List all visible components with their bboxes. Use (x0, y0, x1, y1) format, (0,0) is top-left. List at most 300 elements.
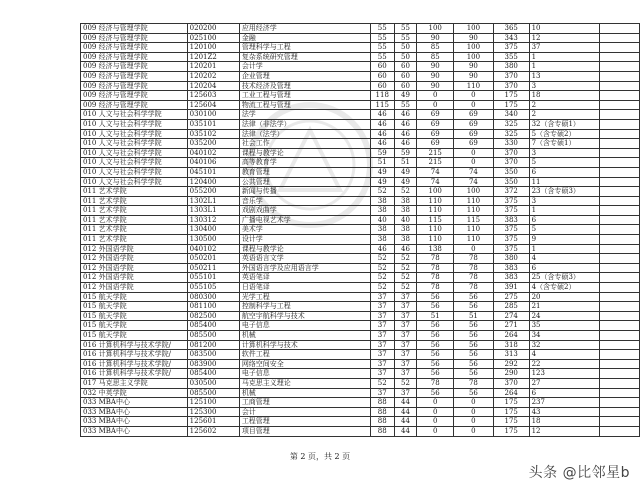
table-cell: 125601 (187, 417, 239, 427)
table-cell: 企业管理 (239, 71, 370, 81)
table-cell: 120100 (187, 43, 239, 53)
table-cell: 51 (370, 158, 394, 168)
table-cell: 4 (529, 350, 600, 360)
table-cell: 365 (493, 24, 529, 34)
table-cell: 055200 (187, 187, 239, 197)
table-cell: 37 (394, 311, 417, 321)
table-cell: 012 外国语学院 (81, 263, 188, 273)
table-cell: 100 (454, 43, 494, 53)
table-cell: 1 (529, 62, 600, 72)
table-cell: 0 (454, 407, 494, 417)
table-cell: 49 (394, 177, 417, 187)
table-cell: 120202 (187, 71, 239, 81)
table-cell: 015 航天学院 (81, 292, 188, 302)
table-cell: 010 人文与社会科学学院 (81, 158, 188, 168)
table-cell: 60 (394, 81, 417, 91)
table-row (81, 119, 640, 129)
table-cell: 3 (529, 81, 600, 91)
table-cell (600, 206, 640, 216)
table-row (81, 350, 640, 360)
table-cell: 49 (394, 91, 417, 101)
table-cell: 375 (493, 244, 529, 254)
table-cell (600, 398, 640, 408)
table-cell: 法律（法学） (239, 129, 370, 139)
table-row (81, 292, 640, 302)
table-cell: 44 (394, 426, 417, 436)
table-cell: 60 (394, 62, 417, 72)
table-cell: 音乐学 (239, 196, 370, 206)
table-cell: 010 人文与社会科学学院 (81, 167, 188, 177)
table-cell: 44 (394, 398, 417, 408)
table-cell: 370 (493, 378, 529, 388)
table-cell: 110 (454, 235, 494, 245)
table-cell: 56 (417, 340, 454, 350)
table-cell: 016 计算机科学与技术学院/ (81, 359, 188, 369)
table-cell: 016 计算机科学与技术学院/ (81, 369, 188, 379)
table-cell: 32（含专硕1） (529, 119, 600, 129)
table-cell (600, 244, 640, 254)
table-cell: 081100 (187, 302, 239, 312)
table-cell: 033 MBA中心 (81, 398, 188, 408)
table-row (81, 139, 640, 149)
table-cell: 035101 (187, 119, 239, 129)
table-cell: 46 (394, 119, 417, 129)
table-cell: 56 (417, 331, 454, 341)
table-cell: 物流工程与管理 (239, 100, 370, 110)
table-cell: 011 艺术学院 (81, 196, 188, 206)
table-cell: 009 经济与管理学院 (81, 52, 188, 62)
table-cell: 370 (493, 158, 529, 168)
table-cell: 新闻与传播 (239, 187, 370, 197)
table-cell (600, 378, 640, 388)
table-cell: 88 (370, 407, 394, 417)
table-row (81, 71, 640, 81)
table-cell: 6 (529, 167, 600, 177)
table-cell: 017 马克思主义学院 (81, 378, 188, 388)
table-cell: 0 (454, 100, 494, 110)
table-row (81, 62, 640, 72)
table-cell: 035102 (187, 129, 239, 139)
table-cell: 日语笔译 (239, 283, 370, 293)
table-cell: 275 (493, 292, 529, 302)
table-cell: 50 (394, 52, 417, 62)
table-cell: 1302L1 (187, 196, 239, 206)
table-cell: 375 (493, 235, 529, 245)
table-cell: 外国语言学及应用语言学 (239, 263, 370, 273)
table-cell: 175 (493, 100, 529, 110)
table-cell: 24 (529, 311, 600, 321)
table-row (81, 263, 640, 273)
table-cell: 37 (529, 43, 600, 53)
table-cell (600, 196, 640, 206)
table-row (81, 100, 640, 110)
table-cell: 34 (529, 331, 600, 341)
table-cell: 56 (454, 359, 494, 369)
table-cell: 175 (493, 398, 529, 408)
table-cell: 11 (529, 177, 600, 187)
table-cell: 033 MBA中心 (81, 407, 188, 417)
table-cell: 009 经济与管理学院 (81, 91, 188, 101)
table-cell: 045101 (187, 167, 239, 177)
table-row (81, 24, 640, 34)
table-cell: 7（含专硕1） (529, 139, 600, 149)
table-cell: 37 (370, 321, 394, 331)
table-cell: 55 (394, 33, 417, 43)
table-cell: 机械 (239, 388, 370, 398)
table-cell: 035200 (187, 139, 239, 149)
table-cell: 120201 (187, 62, 239, 72)
table-cell: 9 (529, 235, 600, 245)
table-cell: 010 人文与社会科学学院 (81, 129, 188, 139)
table-cell: 戏剧戏曲学 (239, 206, 370, 216)
table-cell: 56 (417, 302, 454, 312)
table-cell: 机械 (239, 331, 370, 341)
table-cell: 009 经济与管理学院 (81, 71, 188, 81)
table-row (81, 340, 640, 350)
table-cell: 118 (370, 91, 394, 101)
table-cell: 56 (454, 350, 494, 360)
table-cell: 011 艺术学院 (81, 235, 188, 245)
table-cell: 010 人文与社会科学学院 (81, 139, 188, 149)
table-cell: 52 (370, 263, 394, 273)
table-cell: 法学 (239, 110, 370, 120)
table-cell: 56 (454, 331, 494, 341)
table-cell: 138 (417, 244, 454, 254)
table-cell: 21 (529, 302, 600, 312)
table-cell: 55 (370, 43, 394, 53)
table-cell: 012 外国语学院 (81, 273, 188, 283)
table-cell: 4 (529, 254, 600, 264)
table-cell: 0 (417, 407, 454, 417)
table-cell: 52 (370, 378, 394, 388)
table-cell: 52 (370, 254, 394, 264)
table-cell: 电子信息 (239, 321, 370, 331)
table-cell: 370 (493, 81, 529, 91)
table-cell: 325 (493, 129, 529, 139)
table-cell: 125602 (187, 426, 239, 436)
table-cell: 50 (394, 43, 417, 53)
table-cell: 38 (394, 196, 417, 206)
table-cell (600, 340, 640, 350)
table-cell: 1 (529, 52, 600, 62)
table-cell (600, 81, 640, 91)
table-cell: 0 (454, 244, 494, 254)
table-cell: 370 (493, 71, 529, 81)
table-cell: 080300 (187, 292, 239, 302)
table-cell: 52 (394, 254, 417, 264)
table-row (81, 407, 640, 417)
table-cell: 38 (394, 206, 417, 216)
table-cell: 56 (454, 302, 494, 312)
table-cell (600, 331, 640, 341)
table-cell: 90 (454, 33, 494, 43)
table-cell: 56 (454, 292, 494, 302)
table-cell: 工业工程与管理 (239, 91, 370, 101)
table-cell: 技术经济及管理 (239, 81, 370, 91)
table-cell: 050211 (187, 263, 239, 273)
table-row (81, 283, 640, 293)
table-cell: 课程与教学论 (239, 148, 370, 158)
table-cell: 055101 (187, 273, 239, 283)
table-cell: 009 经济与管理学院 (81, 62, 188, 72)
table-cell: 343 (493, 33, 529, 43)
table-cell: 12 (529, 33, 600, 43)
table-cell: 100 (417, 24, 454, 34)
table-cell: 74 (454, 177, 494, 187)
table-cell: 43 (529, 407, 600, 417)
table-cell: 37 (370, 350, 394, 360)
table-row (81, 426, 640, 436)
table-row (81, 378, 640, 388)
table-cell: 5（含专硕2） (529, 129, 600, 139)
table-cell: 51 (417, 311, 454, 321)
table-cell: 55 (370, 24, 394, 34)
table-cell: 011 艺术学院 (81, 206, 188, 216)
table-cell: 383 (493, 215, 529, 225)
table-cell: 355 (493, 52, 529, 62)
table-cell: 085500 (187, 388, 239, 398)
table-row (81, 359, 640, 369)
table-cell (600, 71, 640, 81)
table-cell: 6 (529, 263, 600, 273)
table-cell: 12 (529, 426, 600, 436)
table-cell: 78 (454, 254, 494, 264)
table-cell: 52 (370, 283, 394, 293)
table-cell: 35 (529, 321, 600, 331)
table-cell (600, 129, 640, 139)
table-cell: 2 (529, 100, 600, 110)
table-cell: 78 (454, 263, 494, 273)
table-cell (600, 283, 640, 293)
table-cell: 52 (394, 263, 417, 273)
table-cell: 015 航天学院 (81, 311, 188, 321)
table-cell: 56 (417, 350, 454, 360)
table-cell: 009 经济与管理学院 (81, 43, 188, 53)
table-cell: 法律（非法学） (239, 119, 370, 129)
table-cell: 375 (493, 43, 529, 53)
table-cell: 130312 (187, 215, 239, 225)
table-cell: 380 (493, 254, 529, 264)
table-cell: 264 (493, 331, 529, 341)
table-cell: 350 (493, 177, 529, 187)
table-cell: 85 (417, 43, 454, 53)
table-cell: 40 (394, 215, 417, 225)
table-cell: 37 (394, 302, 417, 312)
table-cell: 115 (370, 100, 394, 110)
table-cell: 38 (370, 206, 394, 216)
table-row (81, 33, 640, 43)
table-cell: 69 (454, 119, 494, 129)
table-cell (600, 254, 640, 264)
table-cell: 56 (417, 369, 454, 379)
table-cell: 高等教育学 (239, 158, 370, 168)
table-row (81, 254, 640, 264)
table-cell: 56 (417, 321, 454, 331)
table-cell: 110 (417, 206, 454, 216)
table-cell: 0 (417, 398, 454, 408)
table-cell: 085400 (187, 321, 239, 331)
table-cell: 工商管理 (239, 398, 370, 408)
table-cell: 100 (417, 187, 454, 197)
table-cell: 115 (417, 215, 454, 225)
table-cell: 37 (370, 331, 394, 341)
table-cell: 050201 (187, 254, 239, 264)
table-cell: 1201Z2 (187, 52, 239, 62)
table-cell: 010 人文与社会科学学院 (81, 119, 188, 129)
table-cell: 290 (493, 369, 529, 379)
table-cell: 78 (417, 283, 454, 293)
table-cell: 69 (417, 110, 454, 120)
table-cell: 0 (454, 398, 494, 408)
table-row (81, 398, 640, 408)
table-cell: 69 (417, 119, 454, 129)
table-cell: 46 (394, 139, 417, 149)
table-cell: 55 (370, 33, 394, 43)
table-cell: 271 (493, 321, 529, 331)
table-cell: 37 (370, 369, 394, 379)
table-cell: 59 (394, 148, 417, 158)
table-cell: 管理科学与工程 (239, 43, 370, 53)
table-cell: 46 (394, 129, 417, 139)
table-row (81, 148, 640, 158)
table-cell: 012 外国语学院 (81, 254, 188, 264)
table-row (81, 196, 640, 206)
table-cell: 175 (493, 91, 529, 101)
table-cell: 330 (493, 139, 529, 149)
table-row (81, 43, 640, 53)
table-cell: 18 (529, 91, 600, 101)
table-cell: 375 (493, 196, 529, 206)
table-cell (600, 426, 640, 436)
table-cell: 37 (394, 321, 417, 331)
table-cell: 083500 (187, 350, 239, 360)
table-cell: 033 MBA中心 (81, 426, 188, 436)
table-row (81, 331, 640, 341)
table-cell: 航空宇航科学与技术 (239, 311, 370, 321)
table-cell: 52 (394, 378, 417, 388)
table-row (81, 302, 640, 312)
table-cell: 37 (394, 369, 417, 379)
table-cell: 38 (394, 235, 417, 245)
table-cell: 0 (454, 148, 494, 158)
table-cell (600, 139, 640, 149)
table-cell: 125100 (187, 398, 239, 408)
table-cell: 025100 (187, 33, 239, 43)
table-cell: 电子信息 (239, 369, 370, 379)
table-cell: 32 (529, 340, 600, 350)
table-cell: 40 (370, 215, 394, 225)
table-cell: 90 (417, 71, 454, 81)
table-cell: 370 (493, 148, 529, 158)
table-cell: 56 (454, 388, 494, 398)
table-row (81, 91, 640, 101)
table-cell: 123 (529, 369, 600, 379)
table-cell: 项目管理 (239, 426, 370, 436)
table-cell: 英语语言文学 (239, 254, 370, 264)
table-cell: 009 经济与管理学院 (81, 100, 188, 110)
table-cell: 318 (493, 340, 529, 350)
table-cell: 88 (370, 417, 394, 427)
table-cell: 51 (394, 158, 417, 168)
table-cell: 012 外国语学院 (81, 244, 188, 254)
table-cell: 44 (394, 417, 417, 427)
table-cell: 69 (417, 139, 454, 149)
table-cell: 313 (493, 350, 529, 360)
table-cell: 100 (454, 187, 494, 197)
table-cell: 009 经济与管理学院 (81, 24, 188, 34)
table-cell: 110 (417, 225, 454, 235)
table-row (81, 177, 640, 187)
table-cell: 125603 (187, 91, 239, 101)
table-cell (600, 33, 640, 43)
table-cell: 广播电视艺术学 (239, 215, 370, 225)
table-cell: 0 (417, 417, 454, 427)
table-row (81, 244, 640, 254)
table-cell: 5 (529, 158, 600, 168)
table-cell: 5 (529, 225, 600, 235)
table-cell: 25（含专硕3） (529, 273, 600, 283)
table-cell: 0 (454, 417, 494, 427)
table-row (81, 311, 640, 321)
table-cell: 3 (529, 148, 600, 158)
table-cell: 10 (529, 24, 600, 34)
table-cell: 38 (370, 225, 394, 235)
table-cell: 4（含专硕2） (529, 283, 600, 293)
table-cell: 032 中英学院 (81, 388, 188, 398)
brand-watermark: 头条 @比邻星b (528, 465, 630, 481)
table-cell: 125604 (187, 100, 239, 110)
table-cell: 60 (370, 71, 394, 81)
table-cell: 011 艺术学院 (81, 187, 188, 197)
table-cell: 010 人文与社会科学学院 (81, 148, 188, 158)
table-cell (600, 263, 640, 273)
table-cell (600, 100, 640, 110)
table-cell: 175 (493, 426, 529, 436)
table-cell: 56 (454, 369, 494, 379)
table-cell: 78 (454, 273, 494, 283)
table-cell: 0 (454, 158, 494, 168)
table-cell: 115 (454, 215, 494, 225)
table-cell: 78 (417, 273, 454, 283)
table-cell: 46 (370, 139, 394, 149)
table-cell: 52 (370, 273, 394, 283)
table-cell: 公共管理 (239, 177, 370, 187)
table-cell: 1 (529, 244, 600, 254)
table-cell: 69 (454, 139, 494, 149)
table-row (81, 129, 640, 139)
table-cell: 90 (454, 71, 494, 81)
table-cell: 085400 (187, 369, 239, 379)
table-cell: 120400 (187, 177, 239, 187)
table-cell: 130500 (187, 235, 239, 245)
table-cell (600, 225, 640, 235)
table-cell: 52 (394, 273, 417, 283)
table-cell: 380 (493, 62, 529, 72)
table-row (81, 110, 640, 120)
table-cell (600, 119, 640, 129)
table-row (81, 369, 640, 379)
table-cell: 274 (493, 311, 529, 321)
table-cell: 030500 (187, 378, 239, 388)
table-cell: 20 (529, 292, 600, 302)
table-cell (600, 52, 640, 62)
table-cell: 1 (529, 206, 600, 216)
table-cell: 56 (454, 321, 494, 331)
table-cell (600, 292, 640, 302)
table-cell (600, 148, 640, 158)
table-cell: 78 (417, 263, 454, 273)
table-cell: 56 (417, 359, 454, 369)
